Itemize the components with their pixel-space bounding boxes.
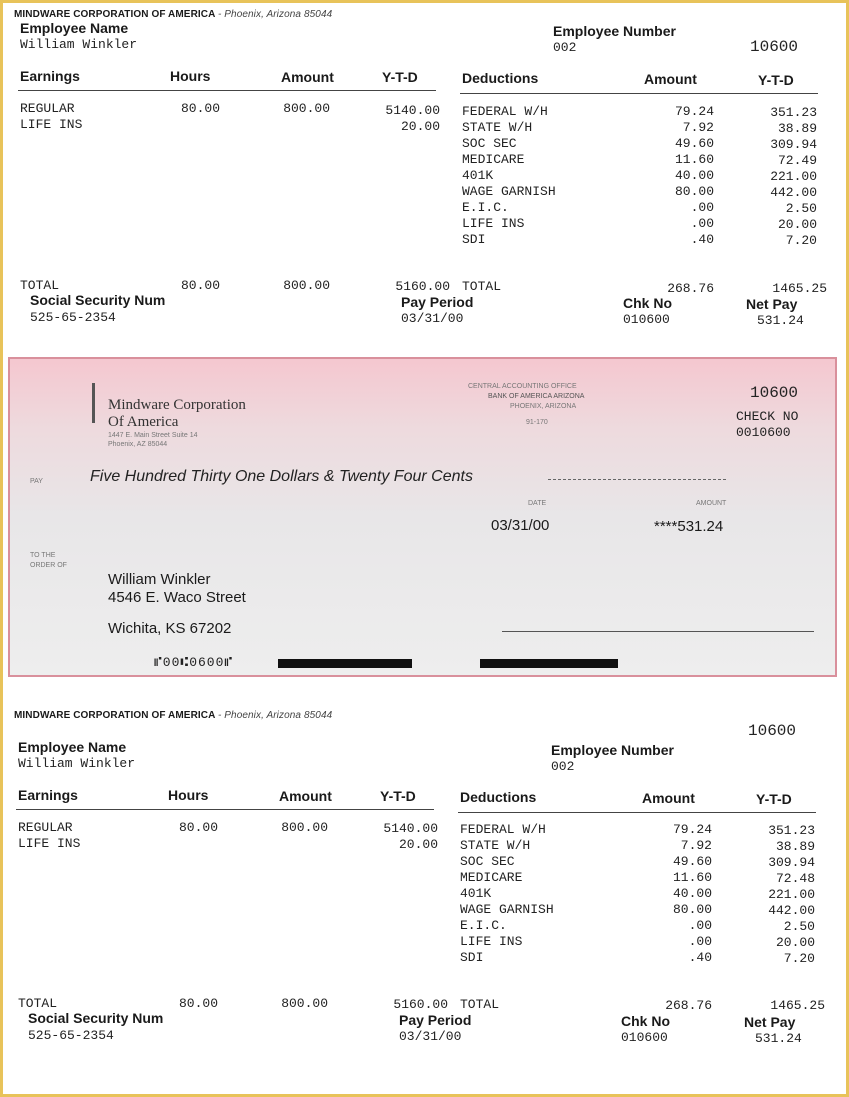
deduction-name: LIFE INS xyxy=(462,216,525,231)
deduction-amount: 79.24 xyxy=(674,104,714,119)
ssn-label: Social Security Num xyxy=(28,1010,164,1026)
order-label-1: TO THE xyxy=(30,552,56,559)
redacted-account xyxy=(480,659,618,668)
deduction-ytd: 2.50 xyxy=(783,919,815,934)
employee-number-label: Employee Number xyxy=(553,23,676,39)
chk-no-value: 010600 xyxy=(623,312,670,327)
check-no-label: CHECK NO xyxy=(736,409,799,424)
deduction-amount: 80.00 xyxy=(674,184,714,199)
pay-period-label: Pay Period xyxy=(401,294,474,310)
order-label-2: ORDER OF xyxy=(30,562,67,569)
deduction-ytd: 38.89 xyxy=(777,121,817,136)
pay-period-value: 03/31/00 xyxy=(399,1029,462,1044)
company-name: MINDWARE CORPORATION OF AMERICA xyxy=(14,710,216,721)
deduction-amount: 40.00 xyxy=(672,886,712,901)
deduction-amount: 80.00 xyxy=(672,902,712,917)
deduction-amount: 11.60 xyxy=(672,870,712,885)
deduction-name: E.I.C. xyxy=(462,200,509,215)
deduction-name: SOC SEC xyxy=(460,854,515,869)
deduction-name: LIFE INS xyxy=(460,934,523,949)
company-header xyxy=(14,710,332,721)
deduction-amount: 11.60 xyxy=(674,152,714,167)
deduction-name: MEDICARE xyxy=(462,152,525,167)
pay-period-label: Pay Period xyxy=(399,1012,472,1028)
deduction-ytd: 7.20 xyxy=(785,233,817,248)
earning-name: LIFE INS xyxy=(20,117,83,132)
company-name: MINDWARE CORPORATION OF AMERICA xyxy=(14,9,216,20)
total-amount: 800.00 xyxy=(283,278,330,293)
amount-header: Amount xyxy=(279,788,332,804)
earning-name: LIFE INS xyxy=(18,836,81,851)
ded-ytd-header: Y-T-D xyxy=(758,72,794,88)
ded-amount-header: Amount xyxy=(644,71,697,87)
employee-number-label: Employee Number xyxy=(551,742,674,758)
deduction-amount: .40 xyxy=(688,950,712,965)
deduction-ytd: 351.23 xyxy=(770,105,817,120)
check-company-name-2: Of America xyxy=(108,414,179,430)
pay-period-value: 03/31/00 xyxy=(401,311,464,326)
deduction-ytd: 72.48 xyxy=(775,871,815,886)
total-label: TOTAL xyxy=(20,278,60,293)
net-pay-label: Net Pay xyxy=(744,1014,796,1030)
deduction-ytd: 7.20 xyxy=(783,951,815,966)
net-pay-value: 531.24 xyxy=(757,313,804,328)
chk-no-label: Chk No xyxy=(623,295,672,311)
employee-number: 002 xyxy=(551,759,575,774)
redacted-routing xyxy=(278,659,412,668)
deductions-rule xyxy=(460,93,818,94)
ded-amount-header: Amount xyxy=(642,790,695,806)
deduction-amount: 49.60 xyxy=(674,136,714,151)
deduction-amount: 49.60 xyxy=(672,854,712,869)
ded-ytd-header: Y-T-D xyxy=(756,791,792,807)
earning-amount: 800.00 xyxy=(281,820,328,835)
bank-line-1: CENTRAL ACCOUNTING OFFICE xyxy=(468,383,577,390)
bank-line-4: 91-170 xyxy=(526,419,548,426)
earnings-rule xyxy=(18,90,436,91)
bank-line-2: BANK OF AMERICA ARIZONA xyxy=(488,393,585,400)
check-company-city: Phoenix, AZ 85044 xyxy=(108,441,168,448)
earning-ytd: 20.00 xyxy=(400,119,440,134)
ssn-label: Social Security Num xyxy=(30,292,166,308)
earning-amount: 800.00 xyxy=(283,101,330,116)
earnings-header: Earnings xyxy=(18,787,78,803)
amount-words-fill-line xyxy=(548,479,726,480)
deductions-list xyxy=(460,822,820,972)
employee-name: William Winkler xyxy=(20,37,138,52)
company-location: - Phoenix, Arizona 85044 xyxy=(217,710,333,721)
deduction-ytd: 442.00 xyxy=(768,903,815,918)
total-ytd: 5160.00 xyxy=(395,279,450,294)
check-date: 03/31/00 xyxy=(491,517,550,534)
hours-header: Hours xyxy=(168,787,209,803)
check-ref-number: 10600 xyxy=(750,38,799,56)
deduction-name: WAGE GARNISH xyxy=(460,902,554,917)
deduction-ytd: 2.50 xyxy=(785,201,817,216)
total-ytd: 5160.00 xyxy=(393,997,448,1012)
deductions-list xyxy=(462,104,822,254)
deduction-name: WAGE GARNISH xyxy=(462,184,556,199)
deduction-amount: .40 xyxy=(690,232,714,247)
deduction-ytd: 309.94 xyxy=(768,855,815,870)
net-pay-label: Net Pay xyxy=(746,296,798,312)
deductions-header: Deductions xyxy=(460,789,537,805)
ssn-value: 525-65-2354 xyxy=(28,1028,114,1043)
check xyxy=(8,357,837,677)
total-label: TOTAL xyxy=(18,996,58,1011)
deduction-ytd: 20.00 xyxy=(777,217,817,232)
check-amount: ****531.24 xyxy=(654,518,724,535)
payee-city: Wichita, KS 67202 xyxy=(108,620,232,637)
deduction-ytd: 72.49 xyxy=(777,153,817,168)
deduction-amount: .00 xyxy=(690,216,714,231)
deduction-amount: 7.92 xyxy=(682,120,714,135)
total-deductions-amount: 268.76 xyxy=(665,998,712,1013)
net-pay-value: 531.24 xyxy=(755,1031,802,1046)
deduction-name: 401K xyxy=(462,168,494,183)
deduction-ytd: 221.00 xyxy=(770,169,817,184)
earning-hours: 80.00 xyxy=(180,101,220,116)
deduction-amount: 7.92 xyxy=(680,838,712,853)
date-label: DATE xyxy=(528,500,547,507)
deduction-name: MEDICARE xyxy=(460,870,523,885)
ytd-header: Y-T-D xyxy=(380,788,416,804)
total-deductions-ytd: 1465.25 xyxy=(772,281,827,296)
payee-name: William Winkler xyxy=(108,571,211,588)
employee-name-label: Employee Name xyxy=(18,739,127,755)
payee-street: 4546 E. Waco Street xyxy=(108,589,246,606)
check-ref-number: 10600 xyxy=(750,384,799,402)
earning-ytd: 5140.00 xyxy=(383,821,438,836)
total-hours: 80.00 xyxy=(180,278,220,293)
amount-header: Amount xyxy=(281,69,334,85)
earnings-header: Earnings xyxy=(20,68,80,84)
employee-name-label: Employee Name xyxy=(20,20,129,36)
pay-label: PAY xyxy=(30,478,43,485)
check-ref-number: 10600 xyxy=(748,722,797,740)
deduction-ytd: 221.00 xyxy=(768,887,815,902)
chk-no-label: Chk No xyxy=(621,1013,670,1029)
earning-ytd: 20.00 xyxy=(398,837,438,852)
deduction-amount: .00 xyxy=(690,200,714,215)
earning-name: REGULAR xyxy=(20,101,75,116)
deduction-amount: 40.00 xyxy=(674,168,714,183)
company-location: - Phoenix, Arizona 85044 xyxy=(217,9,333,20)
earning-hours: 80.00 xyxy=(178,820,218,835)
hours-header: Hours xyxy=(170,68,211,84)
deduction-name: FEDERAL W/H xyxy=(462,104,548,119)
deduction-ytd: 309.94 xyxy=(770,137,817,152)
total-hours: 80.00 xyxy=(178,996,218,1011)
total-deductions-label: TOTAL xyxy=(460,997,500,1012)
earning-ytd: 5140.00 xyxy=(385,103,440,118)
employee-name: William Winkler xyxy=(18,756,136,771)
deduction-name: STATE W/H xyxy=(460,838,531,853)
deduction-amount: .00 xyxy=(688,934,712,949)
check-company-name: Mindware Corporation xyxy=(108,397,246,413)
total-deductions-ytd: 1465.25 xyxy=(770,998,825,1013)
signature-line xyxy=(502,631,814,632)
deduction-name: FEDERAL W/H xyxy=(460,822,546,837)
check-company-address: 1447 E. Main Street Suite 14 xyxy=(108,432,198,439)
ytd-header: Y-T-D xyxy=(382,69,418,85)
deduction-ytd: 442.00 xyxy=(770,185,817,200)
bank-line-3: PHOENIX, ARIZONA xyxy=(510,403,577,410)
deduction-ytd: 351.23 xyxy=(768,823,815,838)
deduction-ytd: 38.89 xyxy=(775,839,815,854)
deduction-name: 401K xyxy=(460,886,492,901)
earning-name: REGULAR xyxy=(18,820,73,835)
deductions-header: Deductions xyxy=(462,70,539,86)
employee-number: 002 xyxy=(553,40,577,55)
deduction-amount: 79.24 xyxy=(672,822,712,837)
deduction-name: SDI xyxy=(460,950,484,965)
ssn-value: 525-65-2354 xyxy=(30,310,116,325)
deduction-name: SOC SEC xyxy=(462,136,517,151)
total-amount: 800.00 xyxy=(281,996,328,1011)
chk-no-value: 010600 xyxy=(621,1030,668,1045)
deductions-rule xyxy=(458,812,816,813)
deduction-ytd: 20.00 xyxy=(775,935,815,950)
total-deductions-amount: 268.76 xyxy=(667,281,714,296)
deduction-name: E.I.C. xyxy=(460,918,507,933)
earnings-rule xyxy=(16,809,434,810)
deduction-name: SDI xyxy=(462,232,486,247)
deduction-name: STATE W/H xyxy=(462,120,533,135)
amount-in-words: Five Hundred Thirty One Dollars & Twenty Four Cents xyxy=(90,468,473,485)
company-header xyxy=(14,9,332,20)
check-no-value: 0010600 xyxy=(736,425,791,440)
micr-line: ⑈00⑆0600⑈ xyxy=(154,655,234,670)
total-deductions-label: TOTAL xyxy=(462,279,502,294)
company-logo-bar xyxy=(92,383,95,423)
deduction-amount: .00 xyxy=(688,918,712,933)
amount-label: AMOUNT xyxy=(696,500,727,507)
